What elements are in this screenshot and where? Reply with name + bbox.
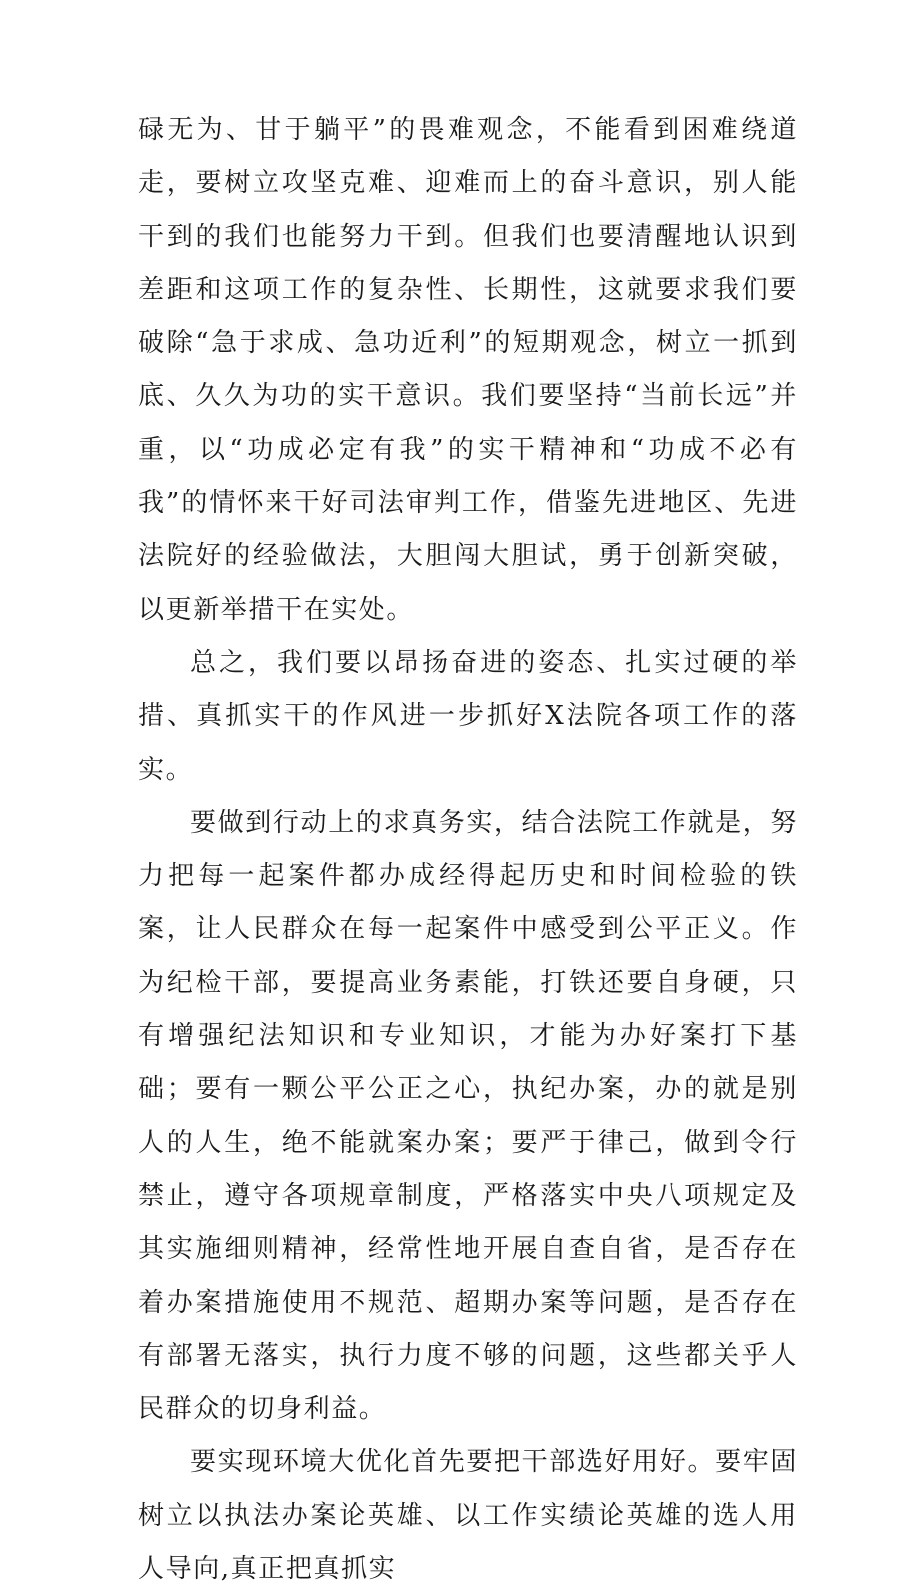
paragraph-environment: 要实现环境大优化首先要把干部选好用好。要牢固树立以执法办案论英雄、以工作实绩论英雄的选人用人导向,真正把真抓实 (138, 1447, 798, 1585)
document-body (138, 104, 798, 1596)
paragraph-summary: 总之，我们要以昂扬奋进的姿态、扎实过硬的举措、真抓实干的作风进一步抓好X法院各项工作的落实。 (138, 647, 798, 785)
paragraph-action: 要做到行动上的求真务实，结合法院工作就是，努力把每一起案件都办成经得起历史和时间检验的铁案，让人民群众在每一起案件中感受到公平正义。作为纪检干部，要提高业务素能，打铁还要自身硬，只有增强纪法知识和专业知识，才能为办好案打下基础；要有一颗公平公正之心，执纪办案，办的就是别人的人生，绝不能就案办案；要严于律己，做到令行禁止，遵守各项规章制度，严格落实中央八项规定及其实施细则精神，经常性地开展自查自省，是否存在着办案措施使用不规范、超期办案等问题，是否存在有部署无落实，执行力度不够的问题，这些都关乎人民群众的切身利益。 (138, 807, 798, 1425)
paragraph-continuation: 碌无为、甘于躺平”的畏难观念，不能看到困难绕道走，要树立攻坚克难、迎难而上的奋斗意识，别人能干到的我们也能努力干到。但我们也要清醒地认识到差距和这项工作的复杂性、长期性，这就要求我们要破除“急于求成、急功近利”的短期观念，树立一抓到底、久久为功的实干意识。我们要坚持“当前长远”并重，以“功成必定有我”的实干精神和“功成不必有我”的情怀来干好司法审判工作，借鉴先进地区、先进法院好的经验做法，大胆闯大胆试，勇于创新突破，以更新举措干在实处。 (138, 115, 798, 625)
